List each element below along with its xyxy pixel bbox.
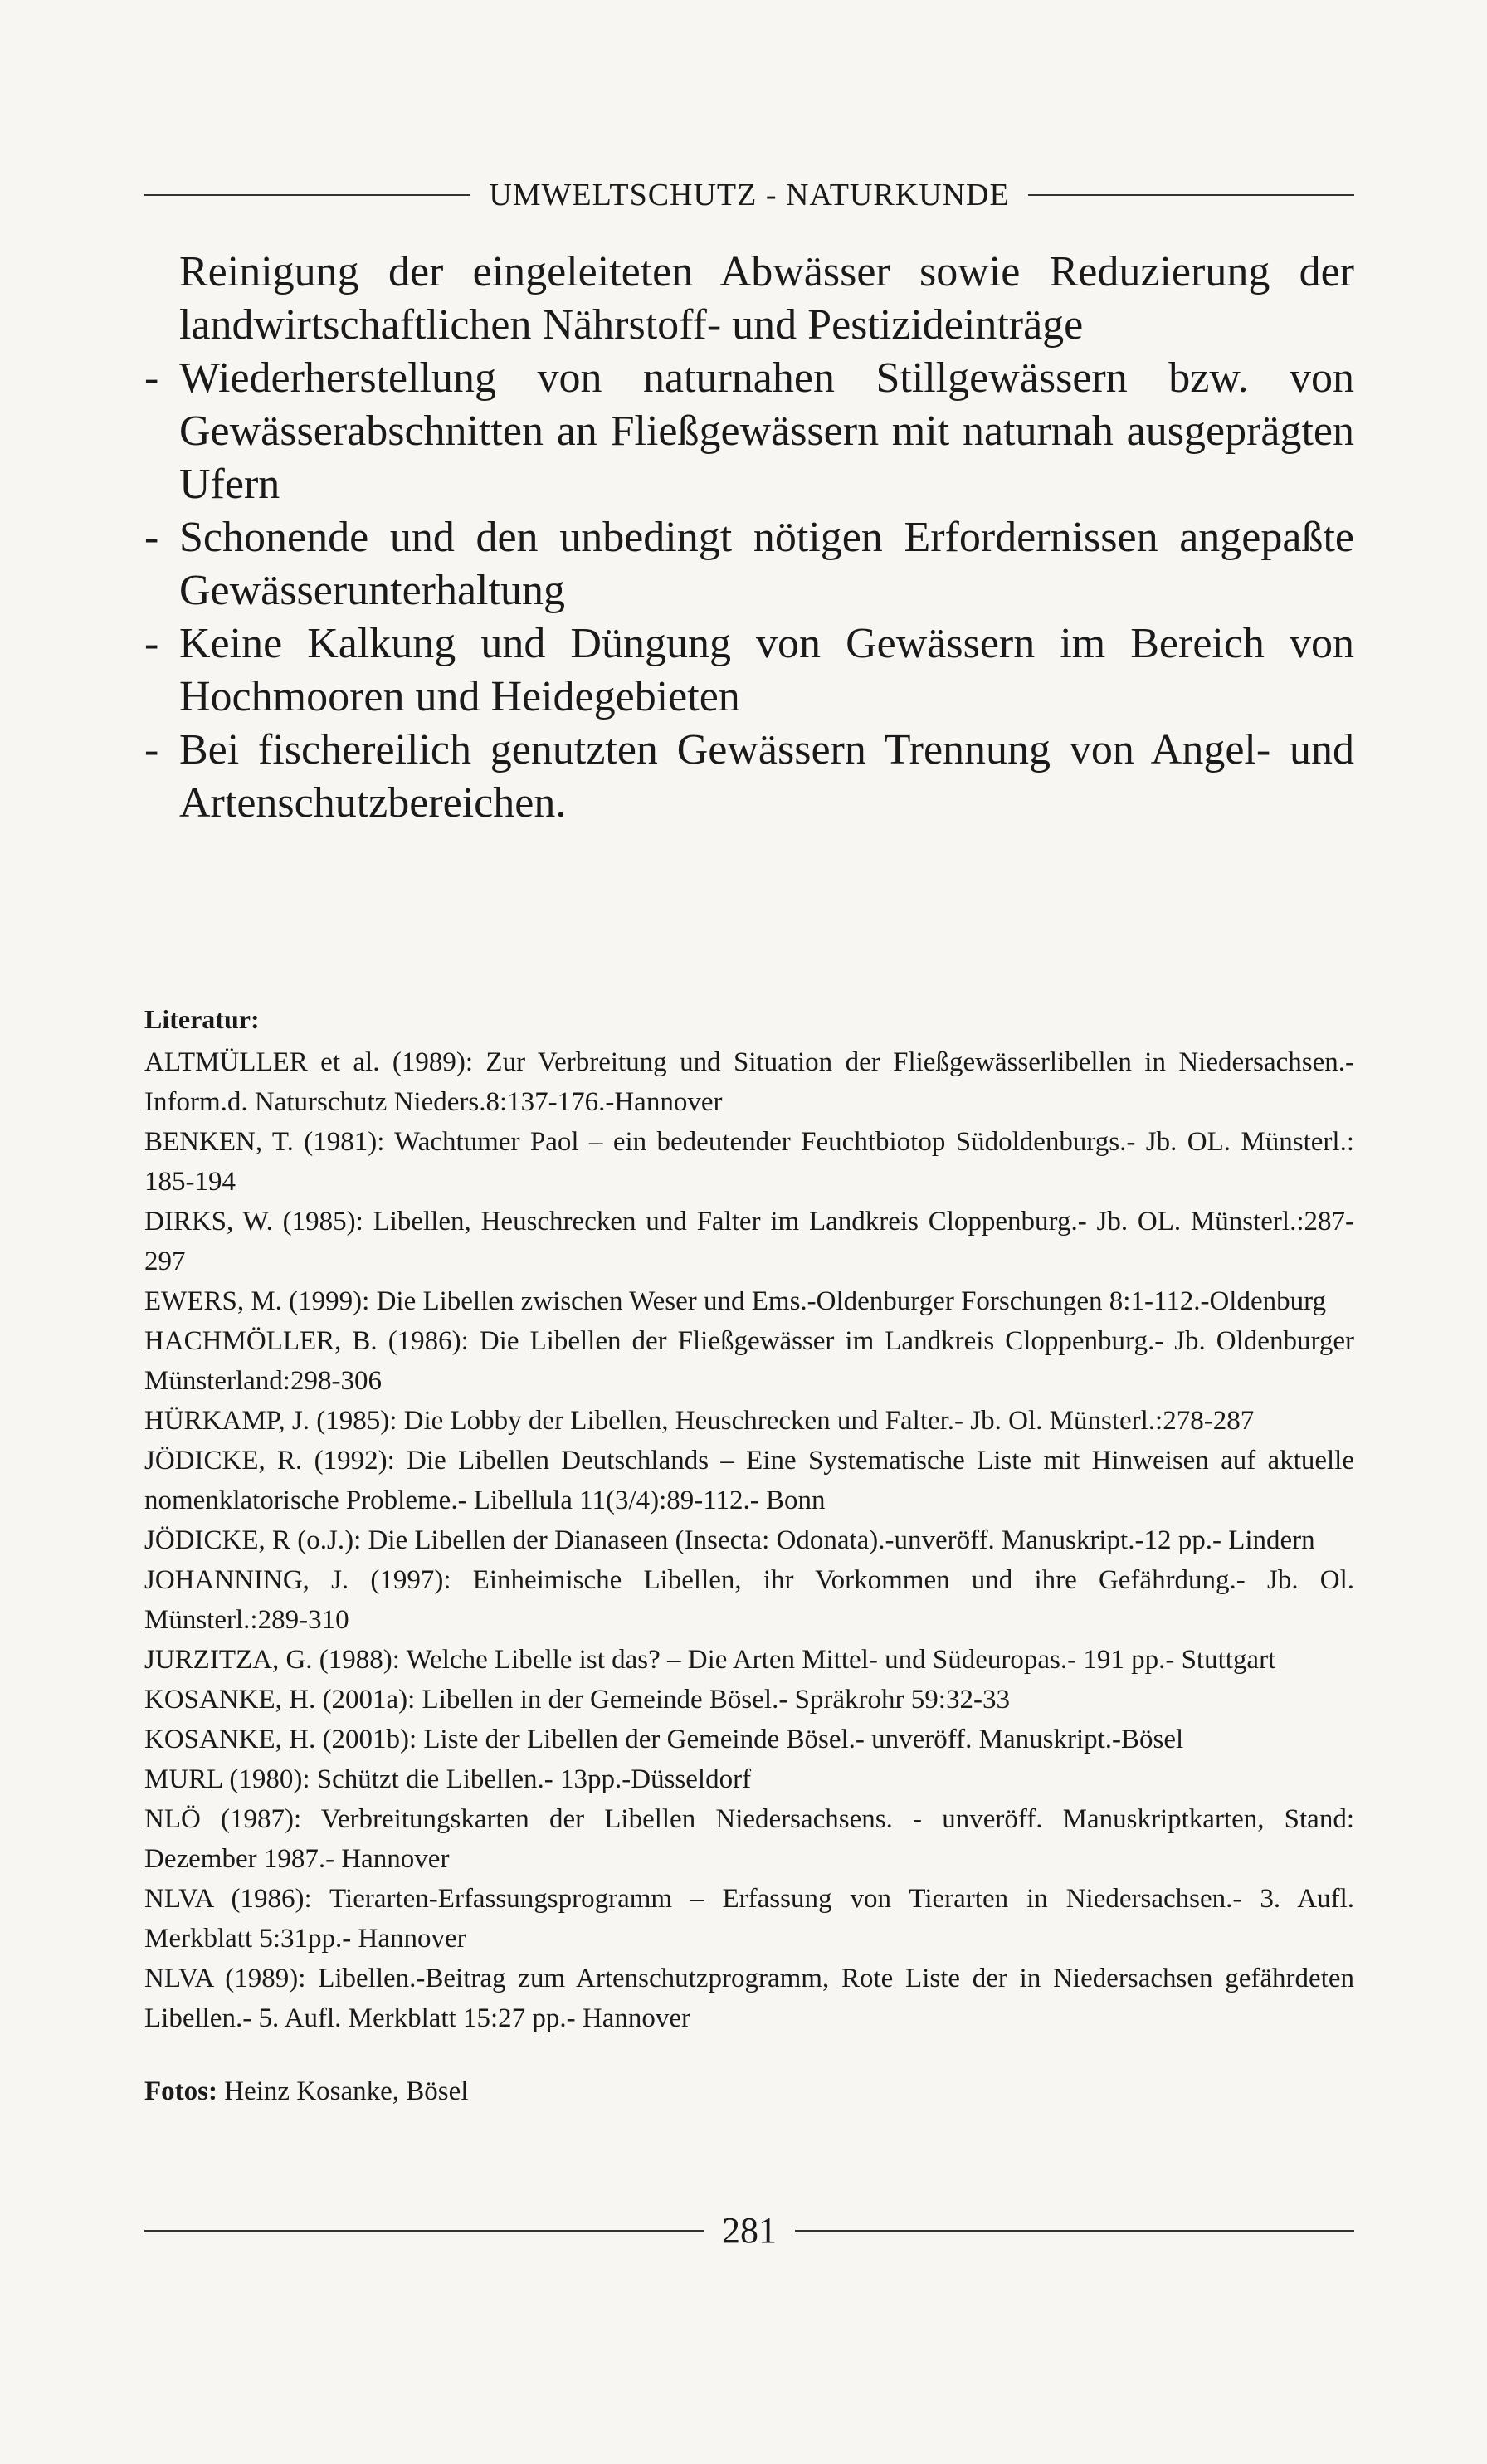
measure-list	[144, 352, 1354, 830]
literature-entry: JÖDICKE, R (o.J.): Die Libellen der Dianaseen (Insecta: Odonata).-unveröff. Manuskript.-12 pp.- Lindern	[144, 1525, 1315, 1555]
literature-entry: HACHMÖLLER, B. (1986): Die Libellen der Fließgewässer im Landkreis Cloppenburg.- Jb. Oldenburger Münsterland:298-306	[144, 1326, 1354, 1396]
literature-heading: Literatur:	[144, 1004, 260, 1034]
list-item	[144, 617, 1354, 724]
literature-entry: DIRKS, W. (1985): Libellen, Heuschrecken und Falter im Landkreis Cloppenburg.- Jb. OL. Münsterl.:287-297	[144, 1207, 1354, 1276]
list-item	[144, 352, 1354, 511]
running-head-rule-right	[1028, 194, 1354, 196]
running-head	[144, 166, 1354, 224]
literature-entry: ALTMÜLLER et al. (1989): Zur Verbreitung und Situation der Fließgewässerlibellen in Niedersachsen.- Inform.d. Naturschutz Nieders.8:137-176.-Hannover	[144, 1047, 1354, 1117]
footer-rule-right	[795, 2230, 1354, 2232]
bullet-dash: -	[144, 354, 159, 402]
bullet-dash: -	[144, 514, 159, 561]
intro-paragraph: Reinigung der eingeleiteten Abwässer sowie Reduzierung der landwirtschaftlichen Nährstoff- und Pestizideinträge	[179, 248, 1354, 349]
running-head-title: UMWELTSCHUTZ - NATURKUNDE	[489, 178, 1010, 212]
list-item-text: Schonende und den unbedingt nötigen Erfordernissen angepaßte Gewässerunterhaltung	[179, 514, 1354, 614]
literature-entry: NLÖ (1987): Verbreitungskarten der Libellen Niedersachsens. - unveröff. Manuskriptkarten, Stand: Dezember 1987.- Hannover	[144, 1804, 1354, 1874]
page-number: 281	[722, 2210, 777, 2251]
literature-section	[144, 999, 1354, 2038]
page	[144, 166, 1354, 2111]
literature-entry: HÜRKAMP, J. (1985): Die Lobby der Libellen, Heuschrecken und Falter.- Jb. Ol. Münsterl.:278-287	[144, 1406, 1255, 1436]
photo-credit-label: Fotos:	[144, 2076, 217, 2106]
literature-entry: JURZITZA, G. (1988): Welche Libelle ist das? – Die Arten Mittel- und Südeuropas.- 191 pp.- Stuttgart	[144, 1645, 1276, 1675]
list-item-text: Keine Kalkung und Düngung von Gewässern im Bereich von Hochmooren und Heidegebieten	[179, 620, 1354, 720]
literature-entry: BENKEN, T. (1981): Wachtumer Paol – ein bedeutender Feuchtbiotop Südoldenburgs.- Jb. OL. Münsterl.: 185-194	[144, 1127, 1354, 1197]
literature-entry: KOSANKE, H. (2001a): Libellen in der Gemeinde Bösel.- Spräkrohr 59:32-33	[144, 1685, 1010, 1715]
literature-entry: JÖDICKE, R. (1992): Die Libellen Deutschlands – Eine Systematische Liste mit Hinweisen auf aktuelle nomenklatorische Probleme.- Libellula 11(3/4):89-112.- Bonn	[144, 1446, 1354, 1515]
literature-entry: EWERS, M. (1999): Die Libellen zwischen Weser und Ems.-Oldenburger Forschungen 8:1-112.-Oldenburg	[144, 1286, 1327, 1316]
running-head-rule-left	[144, 194, 470, 196]
literature-entry: KOSANKE, H. (2001b): Liste der Libellen der Gemeinde Bösel.- unveröff. Manuskript.-Bösel	[144, 1725, 1184, 1754]
list-item	[144, 724, 1354, 830]
literature-list	[144, 1042, 1354, 2038]
footer-rule-left	[144, 2230, 704, 2232]
literature-entry: NLVA (1986): Tierarten-Erfassungsprogramm – Erfassung von Tierarten in Niedersachsen.- 3. Aufl. Merkblatt 5:31pp.- Hannover	[144, 1884, 1354, 1954]
list-item-text: Wiederherstellung von naturnahen Stillgewässern bzw. von Gewässerabschnitten an Fließgewässern mit naturnah ausgeprägten Ufern	[179, 354, 1354, 508]
literature-entry: MURL (1980): Schützt die Libellen.- 13pp.-Düsseldorf	[144, 1764, 752, 1794]
page-footer	[144, 2209, 1354, 2252]
list-item	[144, 511, 1354, 617]
list-item-text: Bei fischereilich genutzten Gewässern Trennung von Angel- und Artenschutzbereichen.	[179, 726, 1354, 827]
photo-credit-value: Heinz Kosanke, Bösel	[217, 2076, 469, 2106]
bullet-dash: -	[144, 620, 159, 667]
bullet-dash: -	[144, 726, 159, 773]
literature-entry: NLVA (1989): Libellen.-Beitrag zum Artenschutzprogramm, Rote Liste der in Niedersachsen gefährdeten Libellen.- 5. Aufl. Merkblatt 15:27 pp.- Hannover	[144, 1964, 1354, 2033]
literature-entry: JOHANNING, J. (1997): Einheimische Libellen, ihr Vorkommen und ihre Gefährdung.- Jb. Ol. Münsterl.:289-310	[144, 1565, 1354, 1635]
photo-credit	[144, 2071, 1354, 2111]
